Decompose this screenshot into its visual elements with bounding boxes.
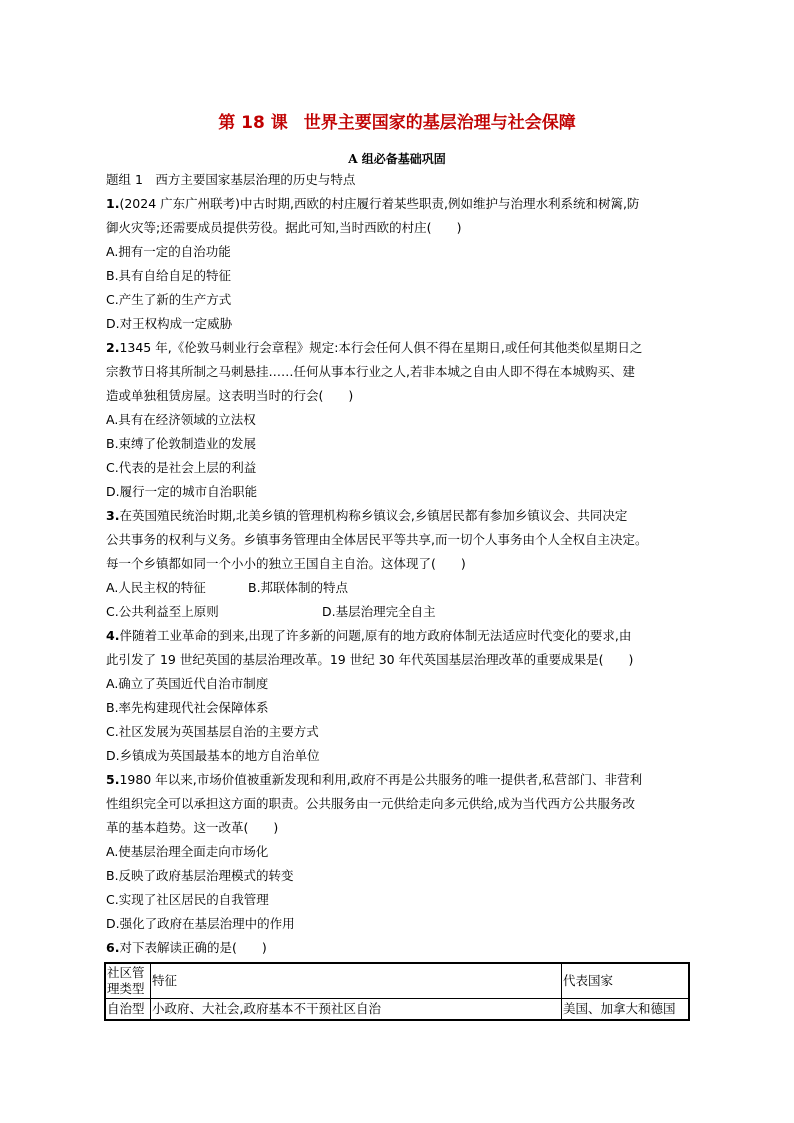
question-5-line-3: 革的基本趋势。这一改革( ) (106, 820, 279, 835)
question-1-option-c: C.产生了新的生产方式 (106, 292, 232, 307)
question-5-option-d: D.强化了政府在基层治理中的作用 (106, 916, 295, 931)
community-management-table (104, 962, 690, 1021)
question-4-number: 4. (106, 628, 120, 643)
question-3-line-2: 公共事务的权利与义务。乡镇事务管理由全体居民平等共享,而一切个人事务由个人全权自主决定。 (106, 532, 648, 547)
group-heading: 题组 1 西方主要国家基层治理的历史与特点 (106, 172, 356, 187)
question-3-line-1: 3.在英国殖民统治时期,北美乡镇的管理机构称乡镇议会,乡镇居民都有参加乡镇议会、共同决定 (106, 508, 628, 523)
question-2-option-c: C.代表的是社会上层的利益 (106, 460, 257, 475)
table-cell: 美国、加拿大和德国 (562, 999, 690, 1021)
question-4-option-d: D.乡镇成为英国最基本的地方自治单位 (106, 748, 320, 763)
question-1-option-b: B.具有自给自足的特征 (106, 268, 232, 283)
question-2-line-3: 造或单独租赁房屋。这表明当时的行会( ) (106, 388, 354, 403)
lesson-topic: 世界主要国家的基层治理与社会保障 (303, 113, 576, 133)
question-4-option-a: A.确立了英国近代自治市制度 (106, 676, 269, 691)
question-5-option-c: C.实现了社区居民的自我管理 (106, 892, 269, 907)
question-5-line-2: 性组织完全可以承担这方面的职责。公共服务由一元供给走向多元供给,成为当代西方公共服务改 (106, 796, 635, 811)
question-5-option-b: B.反映了政府基层治理模式的转变 (106, 868, 294, 883)
question-1-option-a: A.拥有一定的自治功能 (106, 244, 231, 259)
question-1-number: 1. (106, 196, 120, 211)
question-3-option-b: B.邦联体制的特点 (248, 580, 349, 595)
question-2-line-2: 宗教节日将其所制之马刺悬挂……任何从事本行业之人,若非本城之自由人即不得在本城购买、建 (106, 364, 635, 379)
question-4-line-2: 此引发了 19 世纪英国的基层治理改革。19 世纪 30 年代英国基层治理改革的重要成果是( ) (106, 652, 634, 667)
table-row (105, 999, 689, 1021)
table-header-row (105, 963, 689, 999)
question-2-option-a: A.具有在经济领域的立法权 (106, 412, 256, 427)
question-1-line-2: 御火灾等;还需要成员提供劳役。据此可知,当时西欧的村庄( ) (106, 220, 462, 235)
question-3-option-c: C.公共利益至上原则 (106, 604, 219, 619)
question-5-option-a: A.使基层治理全面走向市场化 (106, 844, 269, 859)
table-header-cell: 代表国家 (562, 963, 690, 999)
question-4-line-1: 4.伴随着工业革命的到来,出现了许多新的问题,原有的地方政府体制无法适应时代变化的要求,由 (106, 628, 632, 643)
question-5-line-1: 5.1980 年以来,市场价值被重新发现和利用,政府不再是公共服务的唯一提供者,私营部门、非营利 (106, 772, 643, 787)
question-1-line-1: 1.(2024 广东广州联考)中古时期,西欧的村庄履行着某些职责,例如维护与治理水利系统和树篱,防 (106, 196, 640, 211)
question-3-option-d: D.基层治理完全自主 (322, 604, 436, 619)
table-header-cell: 社区管理类型 (105, 963, 151, 999)
question-6-number: 6. (106, 940, 120, 955)
question-5-number: 5. (106, 772, 120, 787)
section-subtitle: A 组必备基础巩固 (348, 152, 446, 166)
question-2-number: 2. (106, 340, 120, 355)
table-cell: 自治型 (105, 999, 151, 1021)
question-1-option-d: D.对王权构成一定威胁 (106, 316, 233, 331)
lesson-number: 第 18 课 (218, 113, 288, 133)
question-4-option-c: C.社区发展为英国基层自治的主要方式 (106, 724, 319, 739)
question-2-option-d: D.履行一定的城市自治职能 (106, 484, 258, 499)
page-title (0, 108, 794, 133)
table-header-cell: 特征 (151, 963, 562, 999)
table-cell: 小政府、大社会,政府基本不干预社区自治 (151, 999, 562, 1021)
question-3-line-3: 每一个乡镇都如同一个小小的独立王国自主自治。这体现了( ) (106, 556, 466, 571)
question-6-line-1: 6.对下表解读正确的是( ) (106, 940, 267, 955)
question-4-option-b: B.率先构建现代社会保障体系 (106, 700, 269, 715)
question-3-option-a: A.人民主权的特征 (106, 580, 206, 595)
question-3-number: 3. (106, 508, 120, 523)
question-2-line-1: 2.1345 年,《伦敦马刺业行会章程》规定:本行会任何人俱不得在星期日,或任何其他类似星期日之 (106, 340, 643, 355)
question-2-option-b: B.束缚了伦敦制造业的发展 (106, 436, 257, 451)
